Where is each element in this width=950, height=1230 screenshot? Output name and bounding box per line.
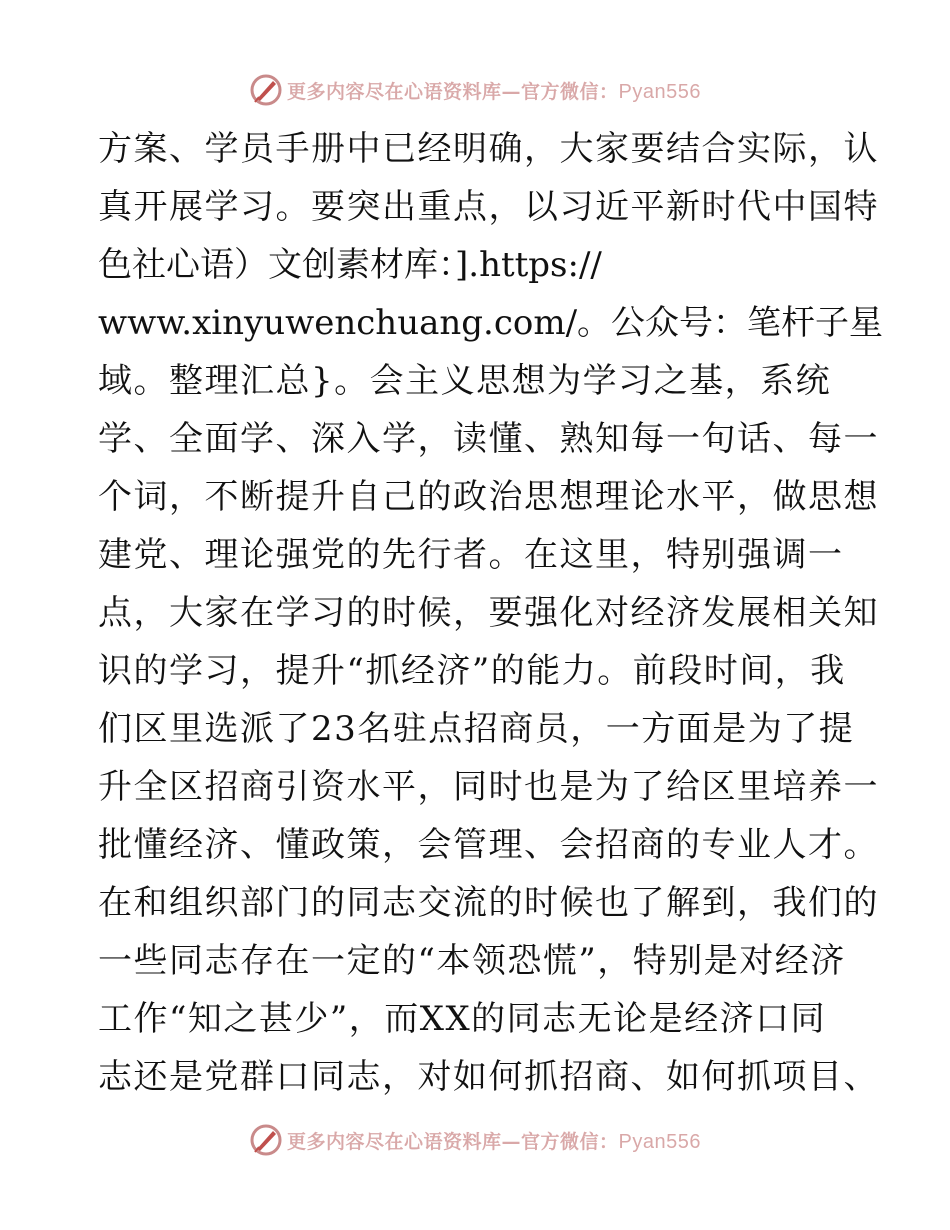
text-line-10: 识的学习，提升“抓经济”的能力。前段时间，我 [98, 651, 846, 691]
footer-banner-text [287, 1127, 701, 1154]
text-line-14: 在和组织部门的同志交流的时候也了解到，我们的 [98, 883, 879, 923]
footer-wechat-label: 官方微信： [521, 1130, 619, 1153]
text-line-2: 真开展学习。要突出重点，以习近平新时代中国特 [98, 187, 879, 227]
text-line-6: 学、全面学、深入学，读懂、熟知每一句话、每一 [98, 419, 879, 459]
text-line-3: 色社心语）文创素材库：].https:// [98, 245, 602, 285]
quill-pen-logo-icon [249, 1123, 283, 1157]
header-separator: — [501, 80, 522, 103]
header-wechat-id: Pyan556 [618, 80, 701, 103]
footer-slogan: 更多内容尽在心语资料库 [287, 1130, 502, 1153]
text-line-8: 建党、理论强党的先行者。在这里，特别强调一 [98, 535, 844, 575]
text-line-15: 一些同志存在一定的“本领恐慌”，特别是对经济 [98, 941, 846, 981]
text-line-9: 点，大家在学习的时候，要强化对经济发展相关知 [98, 593, 879, 633]
text-line-16: 工作“知之甚少”，而XX的同志无论是经济口同 [98, 999, 827, 1039]
footer-banner [0, 1120, 950, 1160]
text-line-13: 批懂经济、懂政策，会管理、会招商的专业人才。 [98, 825, 879, 865]
header-banner [0, 70, 950, 110]
quill-pen-logo-icon [249, 73, 283, 107]
document-body [98, 120, 884, 1106]
text-line-17: 志还是党群口同志，对如何抓招商、如何抓项目、 [98, 1057, 879, 1097]
header-wechat-label: 官方微信： [521, 80, 619, 103]
text-line-11: 们区里选派了23名驻点招商员，一方面是为了提 [98, 709, 855, 749]
text-line-4: www.xinyuwenchuang.com/。公众号：笔杆子星 [98, 303, 884, 343]
text-line-7: 个词，不断提升自己的政治思想理论水平，做思想 [98, 477, 879, 517]
footer-wechat-id: Pyan556 [618, 1130, 701, 1153]
header-slogan: 更多内容尽在心语资料库 [287, 80, 502, 103]
text-line-12: 升全区招商引资水平，同时也是为了给区里培养一 [98, 767, 879, 807]
header-banner-text [287, 77, 701, 104]
footer-separator: — [501, 1130, 522, 1153]
text-line-5: 域。整理汇总}。会主义思想为学习之基，系统 [98, 361, 832, 401]
text-line-1: 方案、学员手册中已经明确，大家要结合实际，认 [98, 129, 879, 169]
